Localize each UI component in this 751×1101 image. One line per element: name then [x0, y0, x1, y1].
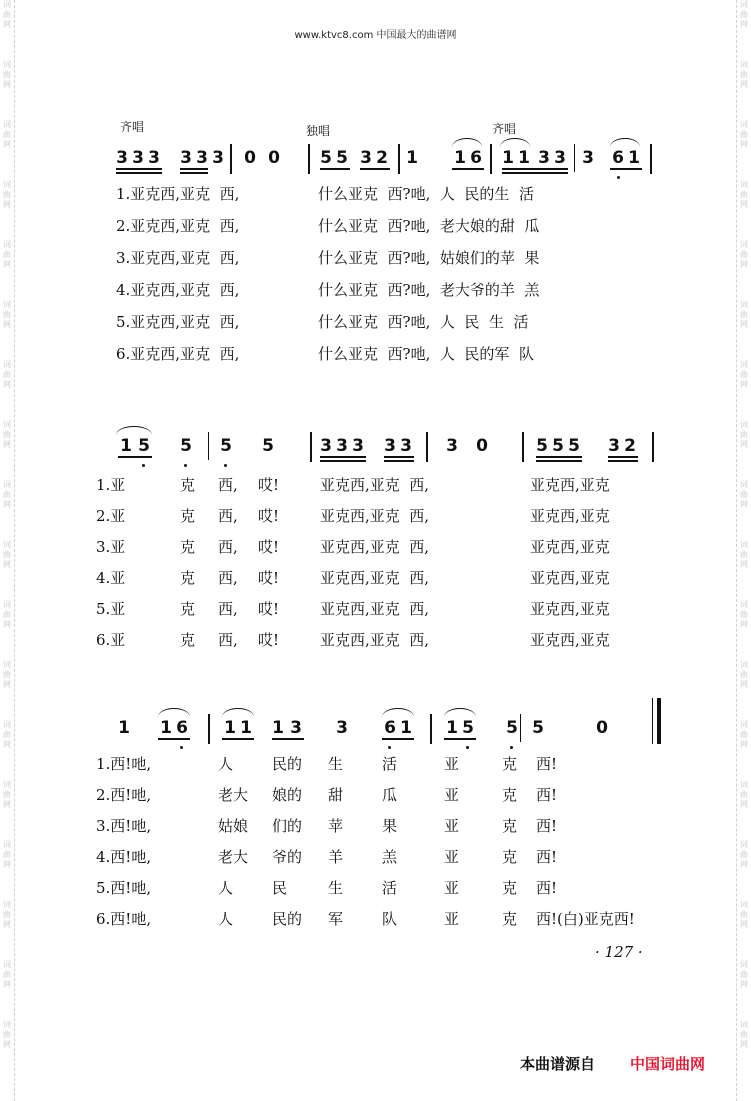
note: 5	[138, 436, 150, 456]
lyric-segment: 亚	[444, 817, 460, 835]
lyric-segment: 5.亚	[96, 600, 126, 618]
note: 5	[532, 718, 544, 738]
watermark-mark: 词 曲 网	[740, 180, 748, 209]
footer-source-label: 本曲谱源自	[520, 1055, 596, 1073]
lyric-segment: 1.亚	[96, 476, 126, 494]
watermark-mark: 词 曲 网	[3, 960, 11, 989]
notation-row-1	[0, 144, 751, 184]
lyric-segment: 哎!	[258, 600, 280, 618]
watermark-mark: 词 曲 网	[3, 780, 11, 809]
lyric-segment: 克	[180, 476, 196, 494]
lyric-segment: 亚克西,亚克 西,	[320, 600, 430, 618]
watermark-mark: 词 曲 网	[740, 660, 748, 689]
lyric-segment: 亚克西,亚克 西,	[320, 538, 430, 556]
lyric-segment: 亚	[444, 755, 460, 773]
lyric-segment: 老大	[218, 786, 249, 804]
watermark-mark: 词 曲 网	[740, 60, 748, 89]
lyric-segment: 什么亚克 西?吔, 人 民的军 队	[318, 345, 534, 363]
lyric-segment: 亚	[444, 786, 460, 804]
lyric-segment: 亚克西,亚克 西,	[320, 569, 430, 587]
watermark-mark: 词 曲 网	[3, 360, 11, 389]
lyric-segment: 民的	[272, 755, 303, 773]
lyric-segment: 活	[382, 879, 398, 897]
lyric-segment: 西,	[218, 507, 238, 525]
lyric-segment: 6.西!吔,	[96, 910, 152, 928]
lyric-segment: 亚克西,亚克	[530, 476, 610, 494]
lyric-segment: 西,	[218, 476, 238, 494]
watermark-mark: 词 曲 网	[3, 240, 11, 269]
lyric-segment: 3.西!吔,	[96, 817, 152, 835]
lyric-segment: 1.亚克西,亚克 西,	[116, 185, 240, 203]
lyric-segment: 哎!	[258, 631, 280, 649]
lyric-segment: 羊	[328, 848, 344, 866]
label-solo: 独唱	[306, 124, 331, 138]
lyric-segment: 克	[180, 569, 196, 587]
note: 6	[176, 718, 188, 738]
lyric-segment: 果	[382, 817, 398, 835]
watermark-mark: 词 曲 网	[740, 720, 748, 749]
lyric-segment: 西,	[218, 569, 238, 587]
watermark-mark: 词 曲 网	[3, 660, 11, 689]
note: 3	[320, 436, 332, 456]
watermark-mark: 词 曲 网	[740, 0, 748, 29]
lyric-segment: 4.亚	[96, 569, 126, 587]
lyric-segment: 哎!	[258, 538, 280, 556]
lyric-segment: 哎!	[258, 507, 280, 525]
watermark-mark: 词 曲 网	[3, 600, 11, 629]
lyric-segment: 生	[328, 879, 344, 897]
watermark-mark: 词 曲 网	[740, 840, 748, 869]
note: 3	[196, 148, 208, 168]
lyric-segment: 4.西!吔,	[96, 848, 152, 866]
note: 2	[624, 436, 636, 456]
note: 5	[462, 718, 474, 738]
watermark-mark: 词 曲 网	[740, 420, 748, 449]
lyric-segment: 克	[180, 631, 196, 649]
note: 3	[212, 148, 224, 168]
watermark-mark: 词 曲 网	[740, 900, 748, 929]
note: 0	[476, 436, 488, 456]
lyric-segment: 3.亚	[96, 538, 126, 556]
lyric-segment: 什么亚克 西?吔, 人 民 生 活	[318, 313, 529, 331]
lyric-segment: 2.亚	[96, 507, 126, 525]
note: 3	[538, 148, 550, 168]
lyric-segment: 克	[502, 817, 518, 835]
watermark-mark: 词 曲 网	[740, 480, 748, 509]
lyric-segment: 军	[328, 910, 344, 928]
lyric-segment: 亚克西,亚克	[530, 569, 610, 587]
watermark-mark: 词 曲 网	[3, 120, 11, 149]
watermark-mark: 词 曲 网	[740, 120, 748, 149]
note: 1	[454, 148, 466, 168]
watermark-mark: 词 曲 网	[740, 960, 748, 989]
label-unison-2: 齐唱	[492, 122, 517, 136]
lyric-segment: 西,	[218, 600, 238, 618]
lyric-segment: 亚克西,亚克 西,	[320, 476, 430, 494]
note: 5	[552, 436, 564, 456]
note: 2	[376, 148, 388, 168]
note: 0	[596, 718, 608, 738]
note: 5	[536, 436, 548, 456]
note: 3	[290, 718, 302, 738]
lyric-segment: 4.亚克西,亚克 西,	[116, 281, 240, 299]
lyric-segment: 亚克西,亚克	[530, 600, 610, 618]
watermark-mark: 词 曲 网	[3, 1020, 11, 1049]
lyric-segment: 娘的	[272, 786, 303, 804]
lyric-segment: 苹	[328, 817, 344, 835]
lyric-segment: 亚克西,亚克	[530, 538, 610, 556]
note: 1	[406, 148, 418, 168]
watermark-mark: 词 曲 网	[740, 780, 748, 809]
lyric-segment: 什么亚克 西?吔, 老大娘的甜 瓜	[318, 217, 540, 235]
note: 3	[400, 436, 412, 456]
note: 1	[628, 148, 640, 168]
note: 1	[160, 718, 172, 738]
watermark-mark: 词 曲 网	[740, 300, 748, 329]
note: 6	[470, 148, 482, 168]
note: 3	[446, 436, 458, 456]
label-unison-1: 齐唱	[120, 120, 145, 134]
lyric-segment: 6.亚克西,亚克 西,	[116, 345, 240, 363]
note: 5	[180, 436, 192, 456]
notation-row-2	[0, 432, 751, 472]
watermark-mark: 词 曲 网	[740, 540, 748, 569]
lyric-segment: 克	[502, 786, 518, 804]
lyric-segment: 亚克西,亚克 西,	[320, 507, 430, 525]
note: 1	[224, 718, 236, 738]
lyric-segment: 什么亚克 西?吔, 老大爷的羊 羔	[318, 281, 540, 299]
lyric-segment: 西!(白)亚克西!	[536, 910, 635, 928]
note: 1	[240, 718, 252, 738]
lyric-segment: 克	[180, 538, 196, 556]
lyric-segment: 西!	[536, 848, 558, 866]
watermark-mark: 词 曲 网	[3, 0, 11, 29]
note: 5	[320, 148, 332, 168]
watermark-mark: 词 曲 网	[740, 360, 748, 389]
lyric-segment: 生	[328, 755, 344, 773]
lyric-segment: 队	[382, 910, 398, 928]
lyric-segment: 5.亚克西,亚克 西,	[116, 313, 240, 331]
lyric-segment: 1.西!吔,	[96, 755, 152, 773]
watermark-mark: 词 曲 网	[3, 720, 11, 749]
watermark-mark: 词 曲 网	[740, 600, 748, 629]
note: 1	[518, 148, 530, 168]
lyric-segment: 亚克西,亚克	[530, 631, 610, 649]
lyric-segment: 人	[218, 910, 234, 928]
note: 3	[180, 148, 192, 168]
lyric-segment: 西!	[536, 817, 558, 835]
note: 3	[132, 148, 144, 168]
lyric-segment: 西,	[218, 538, 238, 556]
lyric-segment: 什么亚克 西?吔, 人 民的生 活	[318, 185, 534, 203]
note: 3	[582, 148, 594, 168]
note: 1	[446, 718, 458, 738]
note: 5	[262, 436, 274, 456]
lyric-segment: 亚	[444, 848, 460, 866]
footer-site-name: 中国词曲网	[630, 1055, 706, 1073]
lyric-segment: 克	[502, 848, 518, 866]
note: 3	[608, 436, 620, 456]
note: 1	[502, 148, 514, 168]
note: 1	[118, 718, 130, 738]
note: 6	[384, 718, 396, 738]
lyric-segment: 2.亚克西,亚克 西,	[116, 217, 240, 235]
lyric-segment: 什么亚克 西?吔, 姑娘们的苹 果	[318, 249, 540, 267]
lyric-segment: 克	[180, 507, 196, 525]
note: 1	[400, 718, 412, 738]
lyric-segment: 亚	[444, 879, 460, 897]
lyric-segment: 亚克西,亚克 西,	[320, 631, 430, 649]
note: 3	[352, 436, 364, 456]
note: 5	[220, 436, 232, 456]
lyric-segment: 甜	[328, 786, 344, 804]
note: 3	[336, 436, 348, 456]
page-number: · 127 ·	[595, 943, 643, 961]
lyric-segment: 亚克西,亚克	[530, 507, 610, 525]
lyric-segment: 们的	[272, 817, 303, 835]
watermark-mark: 词 曲 网	[3, 300, 11, 329]
lyric-segment: 瓜	[382, 786, 398, 804]
note: 3	[336, 718, 348, 738]
lyric-segment: 3.亚克西,亚克 西,	[116, 249, 240, 267]
watermark-mark: 词 曲 网	[3, 420, 11, 449]
lyric-segment: 西,	[218, 631, 238, 649]
lyric-segment: 人	[218, 755, 234, 773]
lyric-segment: 民	[272, 879, 288, 897]
watermark-mark: 词 曲 网	[3, 60, 11, 89]
lyric-segment: 亚	[444, 910, 460, 928]
lyric-segment: 西!	[536, 786, 558, 804]
lyric-segment: 5.西!吔,	[96, 879, 152, 897]
notation-row-3	[0, 714, 751, 754]
lyric-segment: 克	[502, 879, 518, 897]
site-header: www.ktvc8.com 中国最大的曲谱网	[294, 30, 457, 41]
note: 5	[506, 718, 518, 738]
note: 1	[272, 718, 284, 738]
note: 0	[268, 148, 280, 168]
note: 3	[554, 148, 566, 168]
watermark-mark: 词 曲 网	[3, 480, 11, 509]
lyric-segment: 老大	[218, 848, 249, 866]
lyric-segment: 克	[502, 910, 518, 928]
watermark-mark: 词 曲 网	[3, 840, 11, 869]
lyric-segment: 姑娘	[218, 817, 249, 835]
lyric-segment: 活	[382, 755, 398, 773]
lyric-segment: 2.西!吔,	[96, 786, 152, 804]
lyric-segment: 克	[180, 600, 196, 618]
lyric-segment: 爷的	[272, 848, 303, 866]
note: 3	[384, 436, 396, 456]
watermark-mark: 词 曲 网	[3, 180, 11, 209]
lyric-segment: 民的	[272, 910, 303, 928]
note: 5	[336, 148, 348, 168]
watermark-mark: 词 曲 网	[740, 1020, 748, 1049]
lyric-segment: 克	[502, 755, 518, 773]
lyric-segment: 6.亚	[96, 631, 126, 649]
watermark-mark: 词 曲 网	[3, 900, 11, 929]
lyric-segment: 人	[218, 879, 234, 897]
lyric-segment: 西!	[536, 879, 558, 897]
note: 3	[148, 148, 160, 168]
watermark-mark: 词 曲 网	[740, 240, 748, 269]
lyric-segment: 哎!	[258, 569, 280, 587]
lyric-segment: 羔	[382, 848, 398, 866]
lyric-segment: 哎!	[258, 476, 280, 494]
note: 1	[120, 436, 132, 456]
note: 3	[360, 148, 372, 168]
note: 6	[612, 148, 624, 168]
note: 5	[568, 436, 580, 456]
note: 3	[116, 148, 128, 168]
watermark-mark: 词 曲 网	[3, 540, 11, 569]
lyric-segment: 西!	[536, 755, 558, 773]
note: 0	[244, 148, 256, 168]
